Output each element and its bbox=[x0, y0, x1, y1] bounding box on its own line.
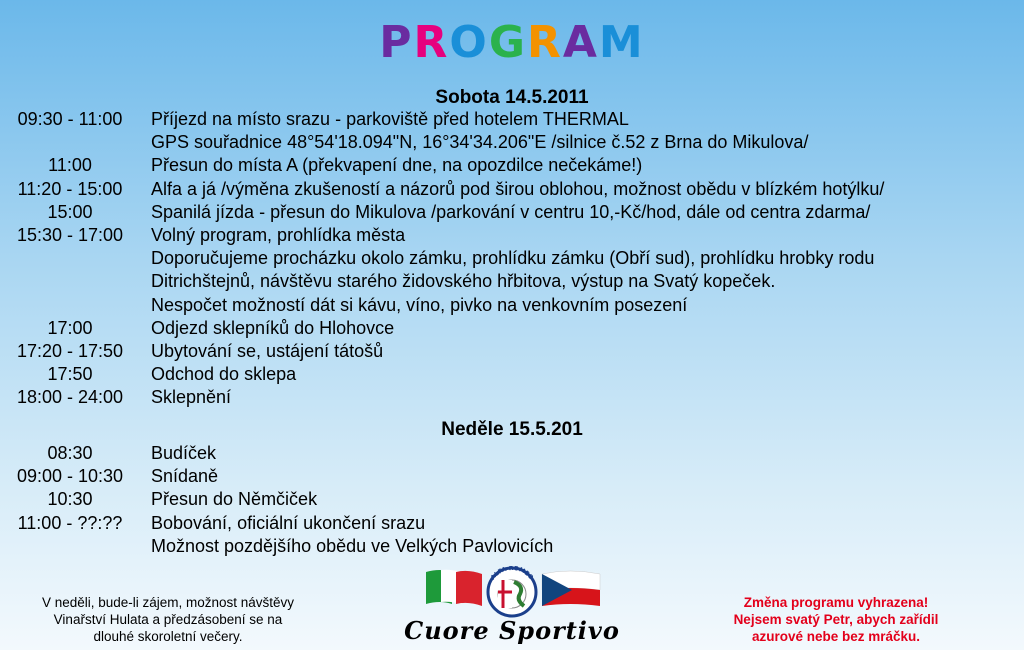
schedule-description: Nespočet možností dát si kávu, víno, pivko na venkovním posezení bbox=[151, 294, 688, 315]
schedule-description: Ubytování se, ustájení tátošů bbox=[151, 340, 384, 361]
schedule-description: Snídaně bbox=[151, 466, 219, 487]
schedule-description: Alfa a já /výměna zkušeností a názorů pod širou oblohou, možnost obědu v blízkém hotýlku/ bbox=[151, 178, 885, 199]
schedule-row bbox=[0, 224, 1024, 247]
logo-area bbox=[400, 566, 624, 648]
schedule-time: 15:30 - 17:00 bbox=[16, 224, 124, 245]
schedule-row bbox=[0, 247, 1024, 270]
schedule-description: Doporučujeme procházku okolo zámku, prohlídku zámku (Obří sud), prohlídku hrobky rodu bbox=[151, 248, 875, 269]
schedule-row bbox=[0, 363, 1024, 386]
saturday-heading: Sobota 14.5.2011 bbox=[435, 87, 589, 108]
title-letter: R bbox=[526, 17, 563, 68]
schedule-description: Možnost pozdějšího obědu ve Velkých Pavlovicích bbox=[151, 535, 554, 556]
schedule-time: 17:00 bbox=[47, 317, 93, 338]
emblem-text: ALFA ROMEO bbox=[489, 566, 535, 582]
schedule-description: Ditrichštejnů, návštěvu starého židovského hřbitova, výstup na Svatý kopeček. bbox=[151, 271, 776, 292]
sunday-schedule bbox=[0, 442, 1024, 558]
schedule-description: Bobování, oficiální ukončení srazu bbox=[151, 512, 426, 533]
schedule-time: 08:30 bbox=[47, 443, 93, 463]
schedule-row bbox=[0, 154, 1024, 177]
footer-left-note: V neděli, bude-li zájem, možnost návštěvy Vinařství Hulata a předzásobení se na dlouhé skoroletní večery. bbox=[41, 595, 295, 644]
schedule-description: Přesun do místa A (překvapení dne, na opozdilce nečekáme!) bbox=[151, 155, 643, 176]
schedule-row bbox=[0, 178, 1024, 201]
schedule-time: 11:00 bbox=[48, 155, 92, 176]
title-letter: R bbox=[413, 17, 450, 68]
sunday-heading: Neděle 15.5.201 bbox=[441, 419, 583, 440]
schedule-description: Odjezd sklepníků do Hlohovce bbox=[151, 317, 395, 338]
schedule-row bbox=[0, 294, 1024, 317]
title-letter: G bbox=[488, 17, 527, 68]
czech-flag-icon bbox=[542, 571, 600, 606]
footer-right-note: Změna programu vyhrazena! Nejsem svatý Petr, abych zařídil azurové nebe bez mráčku. bbox=[733, 595, 939, 644]
schedule-time: 09:30 - 11:00 bbox=[17, 109, 123, 129]
schedule-description: Volný program, prohlídka města bbox=[151, 224, 406, 245]
schedule-row bbox=[0, 317, 1024, 340]
schedule-row bbox=[0, 131, 1024, 154]
schedule-row bbox=[0, 488, 1024, 511]
schedule-row bbox=[0, 465, 1024, 488]
title-letter: O bbox=[449, 17, 489, 68]
schedule-description: Příjezd na místo srazu - parkoviště před hotelem THERMAL bbox=[151, 109, 629, 129]
schedule-time: 10:30 bbox=[47, 489, 93, 510]
title-letter: M bbox=[598, 17, 645, 68]
schedule-time: 18:00 - 24:00 bbox=[16, 387, 124, 408]
title-letter: P bbox=[379, 17, 414, 68]
italian-flag-icon bbox=[426, 570, 482, 606]
saturday-schedule bbox=[0, 108, 1024, 409]
schedule-description: Sklepnění bbox=[151, 387, 232, 408]
schedule-description: Budíček bbox=[151, 443, 217, 463]
logo-flags-emblem bbox=[400, 566, 624, 618]
schedule-row bbox=[0, 270, 1024, 293]
schedule-row bbox=[0, 340, 1024, 363]
schedule-description: Spanilá jízda - přesun do Mikulova /parkování v centru 10,-Kč/hod, dále od centra zdarma/ bbox=[151, 201, 871, 222]
schedule-row bbox=[0, 108, 1024, 131]
schedule-time: 11:00 - ??:?? bbox=[17, 512, 123, 533]
schedule-row bbox=[0, 442, 1024, 465]
schedule-time: 11:20 - 15:00 bbox=[17, 178, 123, 199]
schedule-time: 09:00 - 10:30 bbox=[16, 466, 124, 487]
schedule-row bbox=[0, 201, 1024, 224]
schedule-time: 17:20 - 17:50 bbox=[16, 340, 124, 361]
page-title bbox=[0, 18, 1024, 68]
schedule-time: 17:50 bbox=[47, 364, 93, 385]
schedule-description: Odchod do sklepa bbox=[151, 364, 297, 385]
schedule-row bbox=[0, 535, 1024, 558]
alfa-romeo-emblem-icon bbox=[488, 566, 536, 616]
title-letter: A bbox=[562, 17, 599, 68]
schedule-row bbox=[0, 386, 1024, 409]
schedule-row bbox=[0, 512, 1024, 535]
schedule-time: 15:00 bbox=[47, 201, 93, 222]
schedule-description: GPS souřadnice 48°54'18.094"N, 16°34'34.206"E /silnice č.52 z Brna do Mikulova/ bbox=[151, 132, 809, 153]
schedule-description: Přesun do Němčiček bbox=[151, 489, 318, 510]
brand-logo-text: Cuore Sportivo bbox=[404, 616, 620, 645]
